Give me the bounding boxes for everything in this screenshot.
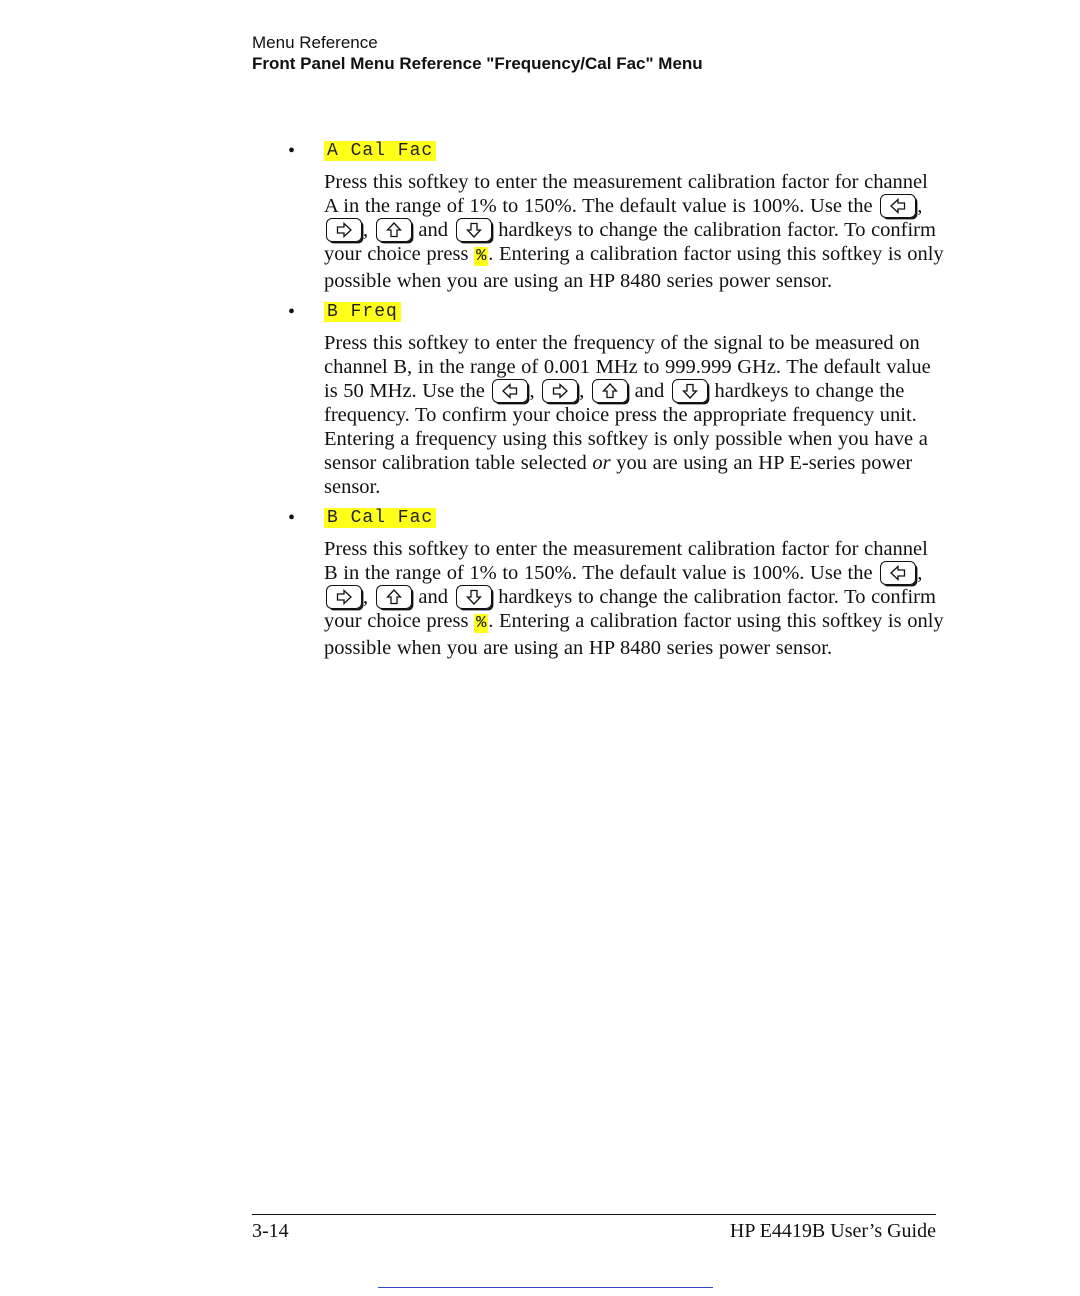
list-item-b-freq (288, 299, 938, 499)
down-arrow-key-icon (456, 585, 492, 609)
link-underline[interactable] (378, 1287, 713, 1288)
list-item-b-cal-fac (288, 505, 944, 660)
percent-key: % (476, 247, 487, 266)
header-title: Front Panel Menu Reference "Frequency/Cal Fac" Menu (252, 54, 703, 73)
list-item-a-cal-fac (288, 138, 944, 293)
bullet: • (288, 507, 296, 529)
emphasis: or (592, 452, 611, 474)
left-arrow-key-icon (880, 194, 916, 218)
guide-title: HP E4419B User’s Guide (729, 1220, 936, 1242)
up-arrow-key-icon (376, 585, 412, 609)
running-header (252, 32, 703, 74)
down-arrow-key-icon (456, 218, 492, 242)
page-number: 3-14 (252, 1220, 289, 1242)
bullet: • (288, 140, 296, 162)
bullet: • (288, 301, 296, 323)
page-footer (252, 1219, 936, 1243)
right-arrow-key-icon (542, 379, 578, 403)
item-description: Press this softkey to enter the measurement calibration factor for channel B in the range of 1% to 150%. The default value is 100%. Use the , , and hardkeys to change the calibration factor. To confirm your choice press %. Entering a calibration factor using this softkey is only possible when you are using an HP 8480 series power sensor. (324, 538, 944, 659)
softkey-label: B Freq (324, 302, 401, 322)
right-arrow-key-icon (326, 585, 362, 609)
softkey-label: B Cal Fac (324, 508, 436, 528)
left-arrow-key-icon (880, 561, 916, 585)
item-description: Press this softkey to enter the measurement calibration factor for channel A in the range of 1% to 150%. The default value is 100%. Use the , , and hardkeys to change the calibration factor. To confirm your choice press %. Entering a calibration factor using this softkey is only possible when you are using an HP 8480 series power sensor. (324, 171, 944, 292)
right-arrow-key-icon (326, 218, 362, 242)
item-description: Press this softkey to enter the frequency of the signal to be measured on channel B, in the range of 0.001 MHz to 999.999 GHz. The default value is 50 MHz. Use the , , and hardkeys to change the frequency. To confirm your choice press the appropriate frequency unit. Entering a frequency using this softkey is only possible when you have a sensor calibration table selected or you are using an HP E-series power sensor. (324, 332, 931, 498)
down-arrow-key-icon (672, 379, 708, 403)
percent-key: % (476, 614, 487, 633)
up-arrow-key-icon (376, 218, 412, 242)
header-section: Menu Reference (252, 33, 378, 52)
footer-rule (252, 1214, 936, 1215)
left-arrow-key-icon (492, 379, 528, 403)
softkey-list (288, 138, 944, 666)
up-arrow-key-icon (592, 379, 628, 403)
softkey-label: A Cal Fac (324, 141, 436, 161)
